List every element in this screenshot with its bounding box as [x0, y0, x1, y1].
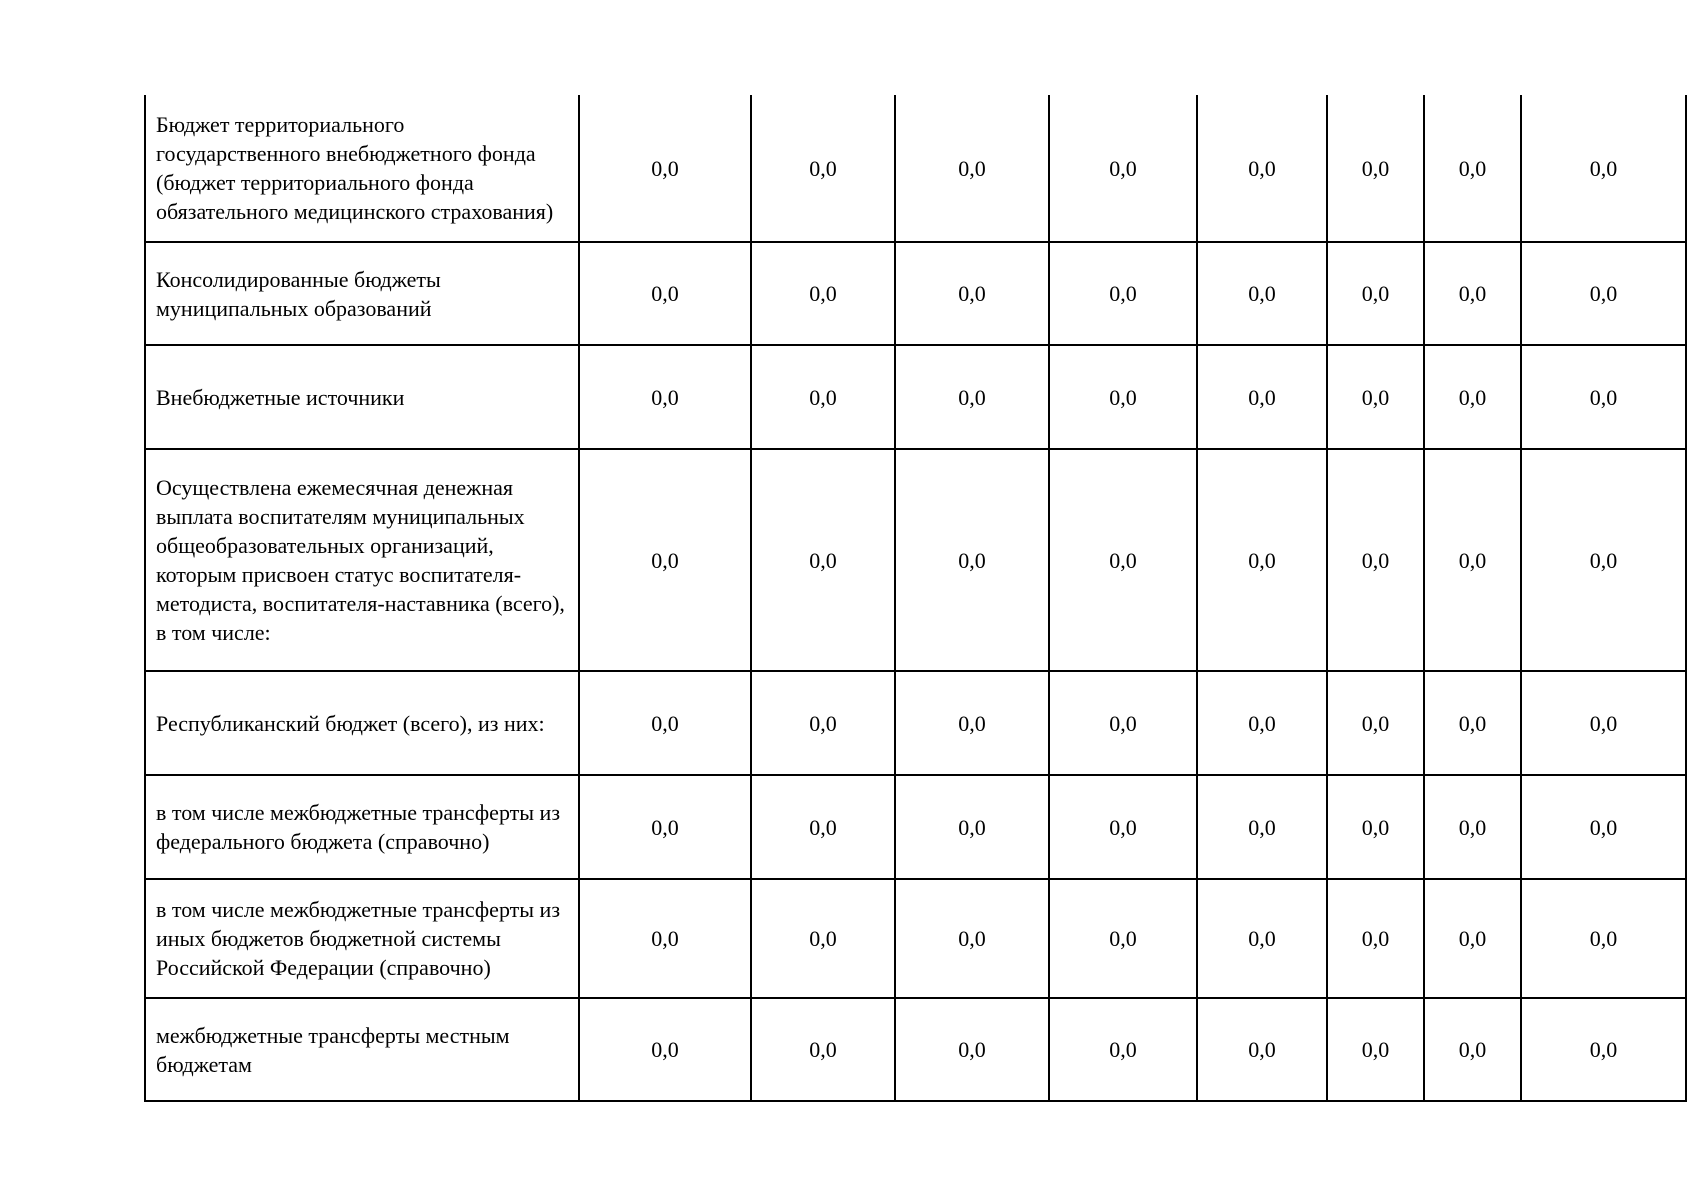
table-row [145, 345, 1686, 449]
value-cell: 0,0 [1521, 345, 1686, 449]
value-cell: 0,0 [1049, 449, 1197, 671]
value-cell: 0,0 [751, 242, 895, 345]
value-cell: 0,0 [1197, 449, 1327, 671]
value-cell: 0,0 [579, 775, 751, 879]
value-cell: 0,0 [751, 95, 895, 242]
value-cell: 0,0 [895, 998, 1049, 1101]
row-label: Внебюджетные источники [145, 345, 579, 449]
table-row [145, 449, 1686, 671]
value-cell: 0,0 [1197, 998, 1327, 1101]
value-cell: 0,0 [751, 775, 895, 879]
value-cell: 0,0 [1424, 998, 1521, 1101]
value-cell: 0,0 [1424, 95, 1521, 242]
value-cell: 0,0 [1424, 345, 1521, 449]
value-cell: 0,0 [1424, 671, 1521, 775]
value-cell: 0,0 [1197, 671, 1327, 775]
value-cell: 0,0 [1049, 345, 1197, 449]
value-cell: 0,0 [895, 345, 1049, 449]
value-cell: 0,0 [1327, 242, 1424, 345]
value-cell: 0,0 [1197, 242, 1327, 345]
value-cell: 0,0 [895, 95, 1049, 242]
value-cell: 0,0 [895, 671, 1049, 775]
value-cell: 0,0 [579, 449, 751, 671]
value-cell: 0,0 [1049, 242, 1197, 345]
value-cell: 0,0 [895, 449, 1049, 671]
table-row [145, 879, 1686, 998]
value-cell: 0,0 [1424, 879, 1521, 998]
value-cell: 0,0 [751, 345, 895, 449]
table-row [145, 95, 1686, 242]
value-cell: 0,0 [1327, 998, 1424, 1101]
value-cell: 0,0 [579, 242, 751, 345]
table-row [145, 998, 1686, 1101]
value-cell: 0,0 [1197, 345, 1327, 449]
value-cell: 0,0 [1049, 879, 1197, 998]
value-cell: 0,0 [1049, 671, 1197, 775]
value-cell: 0,0 [1197, 95, 1327, 242]
value-cell: 0,0 [1521, 449, 1686, 671]
value-cell: 0,0 [751, 998, 895, 1101]
value-cell: 0,0 [579, 879, 751, 998]
table-row [145, 242, 1686, 345]
row-label: Бюджет территориального государственного внебюджетного фонда (бюджет территориального фонда обязательного медицинского страхования) [145, 95, 579, 242]
value-cell: 0,0 [1327, 775, 1424, 879]
value-cell: 0,0 [1424, 242, 1521, 345]
value-cell: 0,0 [1424, 449, 1521, 671]
value-cell: 0,0 [1049, 998, 1197, 1101]
row-label: в том числе межбюджетные трансферты из иных бюджетов бюджетной системы Российской Федерации (справочно) [145, 879, 579, 998]
value-cell: 0,0 [579, 671, 751, 775]
value-cell: 0,0 [1049, 775, 1197, 879]
value-cell: 0,0 [751, 671, 895, 775]
value-cell: 0,0 [579, 95, 751, 242]
value-cell: 0,0 [1521, 998, 1686, 1101]
value-cell: 0,0 [1521, 775, 1686, 879]
row-label: в том числе межбюджетные трансферты из федерального бюджета (справочно) [145, 775, 579, 879]
value-cell: 0,0 [1521, 879, 1686, 998]
value-cell: 0,0 [1327, 879, 1424, 998]
row-label: Осуществлена ежемесячная денежная выплата воспитателям муниципальных общеобразовательных организаций, которым присвоен статус воспитателя-методиста, воспитателя-наставника (всего), в том числе: [145, 449, 579, 671]
value-cell: 0,0 [1197, 879, 1327, 998]
value-cell: 0,0 [1521, 671, 1686, 775]
budget-table [144, 95, 1687, 1102]
value-cell: 0,0 [1521, 95, 1686, 242]
value-cell: 0,0 [751, 449, 895, 671]
value-cell: 0,0 [1197, 775, 1327, 879]
value-cell: 0,0 [1327, 449, 1424, 671]
value-cell: 0,0 [1521, 242, 1686, 345]
value-cell: 0,0 [1327, 95, 1424, 242]
row-label: Консолидированные бюджеты муниципальных образований [145, 242, 579, 345]
value-cell: 0,0 [579, 998, 751, 1101]
value-cell: 0,0 [1327, 671, 1424, 775]
value-cell: 0,0 [1049, 95, 1197, 242]
value-cell: 0,0 [1424, 775, 1521, 879]
row-label: межбюджетные трансферты местным бюджетам [145, 998, 579, 1101]
value-cell: 0,0 [579, 345, 751, 449]
value-cell: 0,0 [895, 242, 1049, 345]
table-row [145, 671, 1686, 775]
table-row [145, 775, 1686, 879]
value-cell: 0,0 [751, 879, 895, 998]
value-cell: 0,0 [1327, 345, 1424, 449]
row-label: Республиканский бюджет (всего), из них: [145, 671, 579, 775]
value-cell: 0,0 [895, 775, 1049, 879]
value-cell: 0,0 [895, 879, 1049, 998]
